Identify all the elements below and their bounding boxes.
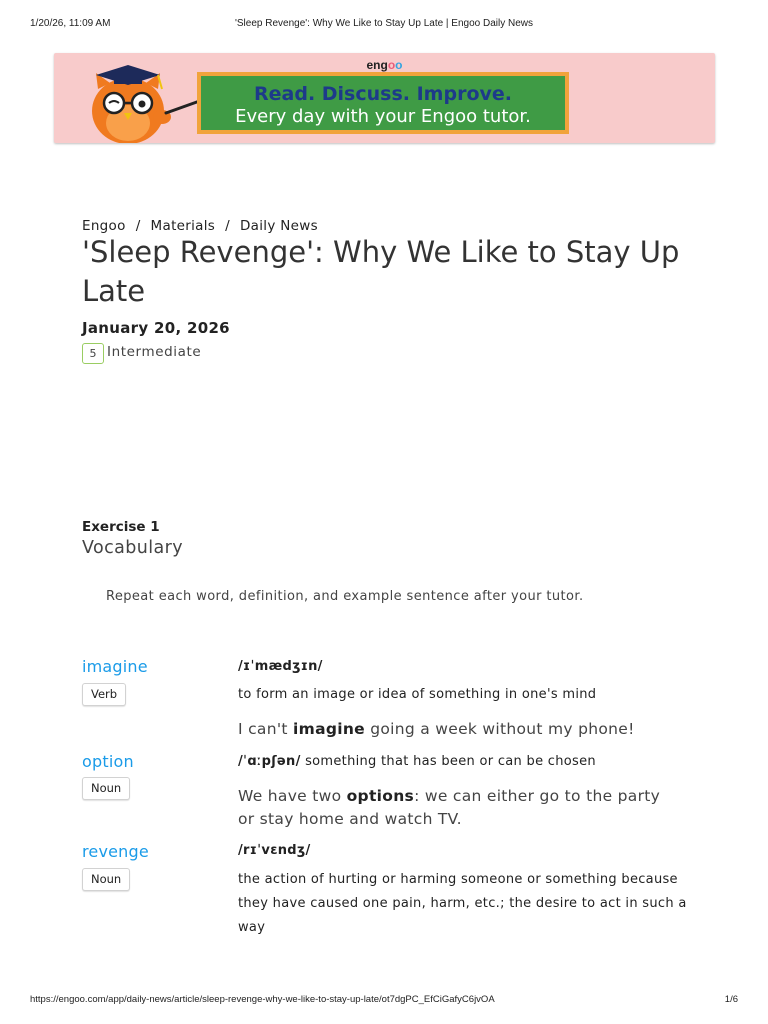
banner-headline: Read. Discuss. Improve. bbox=[254, 83, 512, 105]
vocab-word[interactable]: imagine bbox=[82, 657, 148, 676]
print-footer bbox=[0, 994, 768, 1008]
print-header bbox=[0, 18, 768, 34]
part-of-speech-tag: Noun bbox=[82, 868, 130, 891]
exercise-instructions: Repeat each word, definition, and example sentence after your tutor. bbox=[106, 589, 584, 604]
vocab-pronunciation: /ˈɑːpʃən/ something that has been or can be chosen bbox=[238, 754, 596, 769]
exercise-number: Exercise 1 bbox=[82, 519, 160, 535]
banner-subline: Every day with your Engoo tutor. bbox=[235, 106, 531, 127]
vocab-example: I can't imagine going a week without my phone! bbox=[238, 720, 635, 738]
article-date: January 20, 2026 bbox=[82, 319, 230, 337]
print-page-number: 1/6 bbox=[724, 994, 738, 1005]
vocab-word[interactable]: revenge bbox=[82, 842, 149, 861]
vocab-pronunciation: /ɪˈmædʒɪn/ bbox=[238, 659, 323, 674]
breadcrumb-engoo[interactable]: Engoo bbox=[82, 218, 126, 234]
breadcrumb-separator: / bbox=[135, 218, 141, 234]
print-timestamp: 1/20/26, 11:09 AM bbox=[30, 18, 111, 29]
banner-chalkboard bbox=[197, 72, 569, 134]
breadcrumb-daily-news[interactable]: Daily News bbox=[239, 218, 318, 234]
vocab-pronunciation: /rɪˈvɛndʒ/ bbox=[238, 843, 311, 858]
vocab-word[interactable]: option bbox=[82, 752, 134, 771]
vocab-definition: something that has been or can be chosen bbox=[305, 754, 596, 769]
breadcrumb-separator: / bbox=[225, 218, 230, 234]
banner-logo: engoo bbox=[366, 58, 403, 72]
article-title: 'Sleep Revenge': Why We Like to Stay Up Late bbox=[82, 235, 680, 308]
vocab-definition: the action of hurting or harming someone or something because they have caused one pain, harm, etc.; the desire to act in such a way bbox=[238, 872, 687, 935]
vocab-example: We have two options: we can either go to the party or stay home and watch TV. bbox=[238, 787, 661, 828]
level-label: Intermediate bbox=[107, 344, 202, 360]
breadcrumb-materials[interactable]: Materials bbox=[150, 218, 216, 234]
vocab-definition: to form an image or idea of something in one's mind bbox=[238, 687, 597, 702]
print-url: https://engoo.com/app/daily-news/article/sleep-revenge-why-we-like-to-stay-up-late/ot7dgPC_EfCiGafyC6jvOA bbox=[30, 994, 495, 1005]
part-of-speech-tag: Verb bbox=[82, 683, 126, 706]
breadcrumb bbox=[82, 218, 318, 234]
engoo-banner[interactable] bbox=[54, 53, 715, 143]
level-badge: 5 bbox=[82, 343, 104, 364]
exercise-title: Vocabulary bbox=[82, 538, 184, 558]
part-of-speech-tag: Noun bbox=[82, 777, 130, 800]
print-page-title: 'Sleep Revenge': Why We Like to Stay Up Late | Engoo Daily News bbox=[234, 18, 534, 29]
